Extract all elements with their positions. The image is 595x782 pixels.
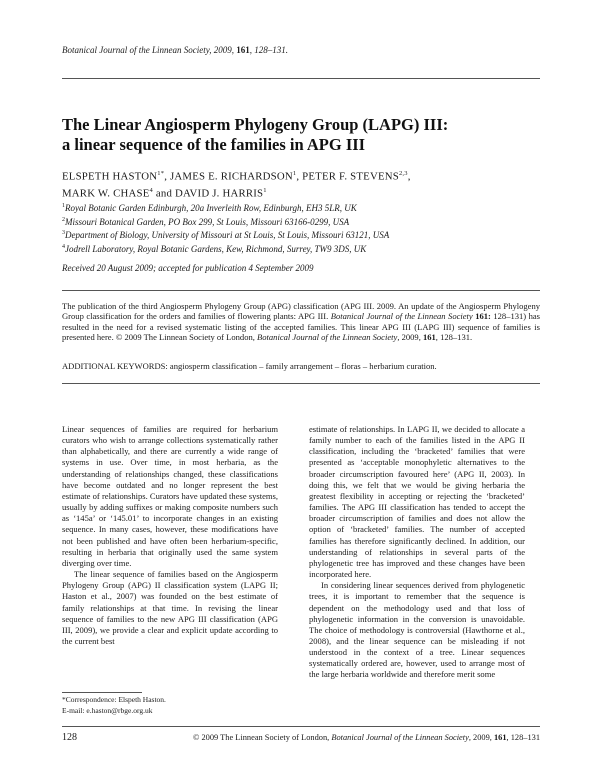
header-rule (62, 78, 540, 79)
body-column-left (62, 424, 278, 647)
running-header: Botanical Journal of the Linnean Society, 2009, 161, 128–131. (62, 45, 288, 55)
journal-year: 2009 (213, 45, 232, 55)
author-affil-mark: 1 (263, 186, 267, 194)
affiliations (62, 201, 532, 255)
author-affil-mark: 4 (149, 186, 153, 194)
keywords-text: angiosperm classification – family arrangement – floras – herbarium curation. (167, 361, 437, 371)
article-title (62, 115, 532, 155)
author-affil-mark: 1* (157, 170, 165, 177)
footnote-rule (62, 692, 142, 693)
author-name: JAMES E. RICHARDSON (170, 170, 293, 183)
abstract-bottom-rule (62, 383, 540, 384)
author-affil-mark: 2,3 (398, 170, 408, 177)
authors-line-2: MARK W. CHASE$^4$ and DAVID J. HARRIS$^1$ (62, 186, 267, 200)
author-name: PETER F. STEVENS (302, 170, 399, 183)
affiliation-item: $^2$Missouri Botanical Garden, PO Box 299, St Louis, Missouri 63166-0299, USA (62, 216, 350, 227)
page-footer: © 2009 The Linnean Society of London, Botanical Journal of the Linnean Society, 2009, 161, 128–131 (193, 733, 540, 742)
page-number: 128 (62, 732, 77, 743)
body-paragraph: In considering linear sequences derived from phylogenetic trees, it is important to remember that the sequence is dependent on the methodology used and that loss of phylogenetic information in the conversion is unavoidable. The choice of methodology is controversial (Hawthorne et al., 2008), and the linear sequence can be misleading if not understood in the context of a tree. Linear sequences systematically ordered are, however, used to arrange most of the large herbaria worldwide and therefore merit some (309, 580, 525, 680)
abstract-top-rule (62, 290, 540, 291)
author-name: MARK W. CHASE (62, 187, 150, 200)
author-list (62, 167, 532, 200)
footer-rule (62, 726, 540, 727)
affiliation-item: $^1$Royal Botanic Garden Edinburgh, 20a Inverleith Row, Edinburgh, EH3 5LR, UK (62, 203, 357, 213)
body-paragraph: The linear sequence of families based on the Angiosperm Phylogeny Group (APG) II classification system (LAPG II; Haston et al., 2007) was founded on the best estimate of family relationships at that time. In revising the linear sequence of families to the new APG III classification (APG III, 2009), we provide a clear and explicit update according to the current best (62, 569, 278, 646)
affiliation-item: $^4$Jodrell Laboratory, Royal Botanic Gardens, Kew, Richmond, Surrey, TW9 3DS, UK (62, 243, 367, 254)
additional-keywords (62, 361, 540, 371)
author-affil-mark: 1 (292, 170, 297, 177)
title-line-2: a linear sequence of the families in APG III (62, 135, 366, 154)
abstract: The publication of the third Angiosperm Phylogeny Group (APG) classification (APG III. 2009. An update of the Angiosperm Phylogeny Group classification for the orders and families of flowering plants: APG III. Botanical Journal of the Linnean Society 161: 128–131) has resulted in the need for a revised systematic listing of the accepted families. This linear APG III (LAPG III) sequence of families is presented here. © 2009 The Linnean Society of London, Botanical Journal of the Linnean Society, 2009, 161, 128–131. (62, 301, 540, 343)
body-column-right (309, 424, 525, 681)
correspondence-line: *Correspondence: Elspeth Haston. (62, 695, 166, 704)
received-date: Received 20 August 2009; accepted for publication 4 September 2009 (62, 263, 314, 273)
journal-volume: 161 (236, 45, 250, 55)
journal-pages: 128–131. (254, 45, 288, 55)
body-paragraph: Linear sequences of families are required for herbarium curators who wish to arrange collections systematically rather than alphabetically, and there are currently a wide range of systems in use. Over time, in most herbaria, as the understanding of relationships changed, these classifications have become outdated and no longer represent the best estimate of relationships. Curators have updated these systems, usually by adding suffixes or making composite numbers such as ‘145a’ or ‘145.01’ to incorporate changes in an existing sequence. In many cases, however, these modifications have not been published and have often been herbarium-specific, resulting in herbaria that originally used the same system diverging over time. (62, 424, 278, 568)
authors-line-1: ELSPETH $HASTON^{1*}$, JAMES E. RICHARDSON$^1$, PETER F. STEVENS$^{2,3}$, (62, 170, 411, 183)
author-name: ELSPETH HASTON (62, 170, 158, 183)
author-name: DAVID J. HARRIS (174, 187, 264, 200)
journal-name: Botanical Journal of the Linnean Society (62, 45, 210, 55)
keywords-label: ADDITIONAL KEYWORDS: (62, 361, 168, 371)
body-paragraph: estimate of relationships. In LAPG II, we decided to allocate a family number to each of the families listed in the APG II classification, including the ‘bracketed’ families that were presented as ‘acceptable monophyletic alternatives to the broader circumscription favoured here’ (APG II, 2003). In doing this, we felt that we would be giving herbaria the greatest flexibility in accepting or rejecting the ‘bracketed’ families. The APG III classification has tended to accept the broader circumscription of families and does not allow the option of ‘bracketed’ families. The number of accepted families has therefore significantly declined. In addition, our understanding of relationships in several parts of the phylogenetic tree has improved and these changes have been incorporated here. (309, 424, 525, 580)
title-line-1: The Linear Angiosperm Phylogeny Group (LAPG) III: (62, 115, 449, 134)
correspondence-footnote (62, 695, 292, 716)
affiliation-item: $^3$Department of Biology, University of Missouri at St Louis, St Louis, Missouri 63121, USA (62, 230, 390, 241)
email-line: E-mail: e.haston@rbge.org.uk (62, 705, 153, 715)
